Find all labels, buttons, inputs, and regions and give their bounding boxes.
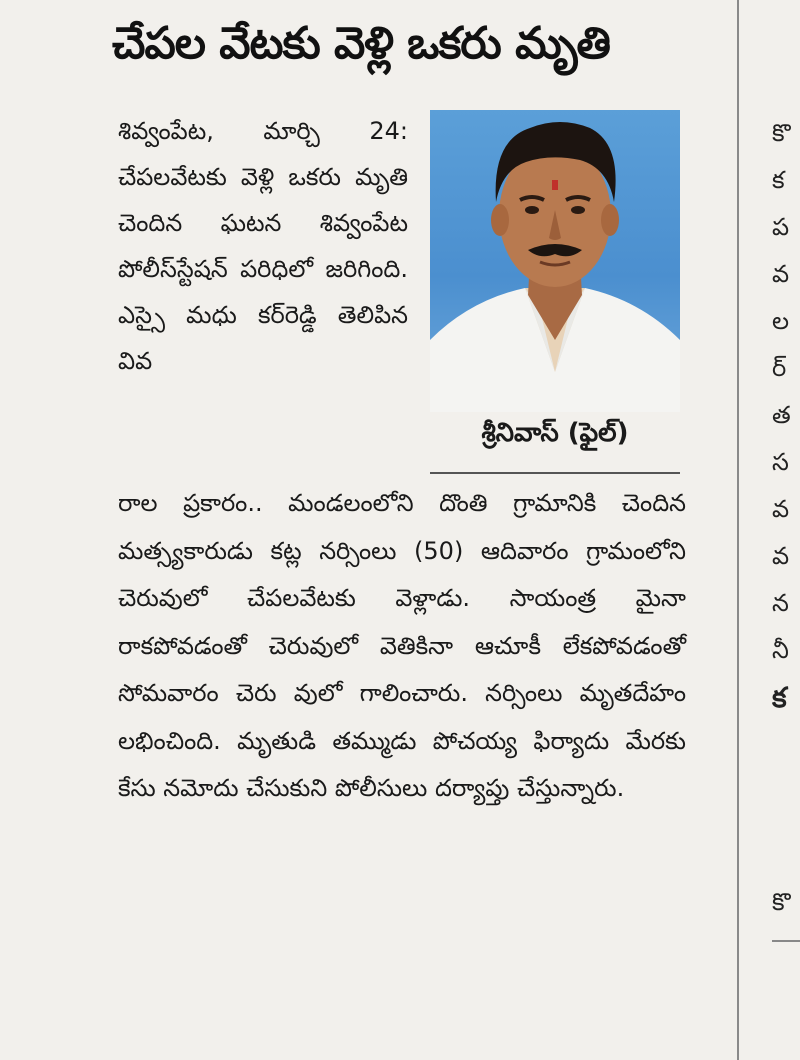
adjacent-char: ల bbox=[772, 307, 790, 335]
adjacent-char: ర్ bbox=[772, 354, 787, 382]
portrait-illustration bbox=[430, 110, 680, 412]
adjacent-char: నీ bbox=[772, 636, 789, 664]
adjacent-article-edge bbox=[772, 110, 800, 770]
column-divider bbox=[737, 0, 739, 1060]
adjacent-char: వ bbox=[772, 260, 790, 288]
photo-caption: శ్రీనివాస్ (ఫైల్) bbox=[481, 418, 629, 448]
article-headline: చేపల వేటకు వెళ్లి ఒకరు మృతి bbox=[112, 18, 610, 69]
caption-underline bbox=[430, 472, 680, 474]
adjacent-rule bbox=[772, 940, 800, 942]
adjacent-bottom-char: కొ bbox=[772, 888, 791, 916]
article-body-text: రాల ప్రకారం.. మండలంలోని దొంతి గ్రామానికి చెందిన మత్స్యకారుడు కట్ల నర్సింలు (50) ఆదివారం గ్రామంలోని చెరువులో చేపలవేటకు వెళ్లాడు. సాయంత్ర మైనా రాకపోవడంతో చెరువులో వెతికినా ఆచూకీ లేకపోవడంతో సోమవారం చెరు వులో గాలించారు. నర్సింలు మృతదేహం లభించింది. మృతుడి తమ్ముడు పోచయ్య ఫిర్యాదు మేరకు కేసు నమోదు చేసుకుని పోలీసులు దర్యాప్తు చేస్తున్నారు. bbox=[118, 489, 686, 802]
adjacent-subheading-char: క bbox=[772, 681, 787, 714]
adjacent-char: క bbox=[772, 166, 785, 194]
adjacent-char: వ bbox=[772, 542, 790, 570]
person-photo bbox=[430, 110, 680, 412]
article-intro-text: శివ్వంపేట, మార్చి 24: చేపలవేటకు వెళ్లి ఒకరు మృతి చెందిన ఘటన శివ్వంపేట పోలీస్‌స్టేషన్ పరిధిలో జరిగింది. ఎస్సై మధు కర్‌రెడ్డి తెలిపిన వివ bbox=[118, 117, 408, 375]
adjacent-char: వ bbox=[772, 495, 790, 523]
adjacent-char: స bbox=[772, 448, 789, 476]
adjacent-char: కొ bbox=[772, 119, 791, 147]
adjacent-char: న bbox=[772, 589, 789, 617]
adjacent-char: ప bbox=[772, 213, 790, 241]
adjacent-char: త bbox=[772, 401, 791, 429]
